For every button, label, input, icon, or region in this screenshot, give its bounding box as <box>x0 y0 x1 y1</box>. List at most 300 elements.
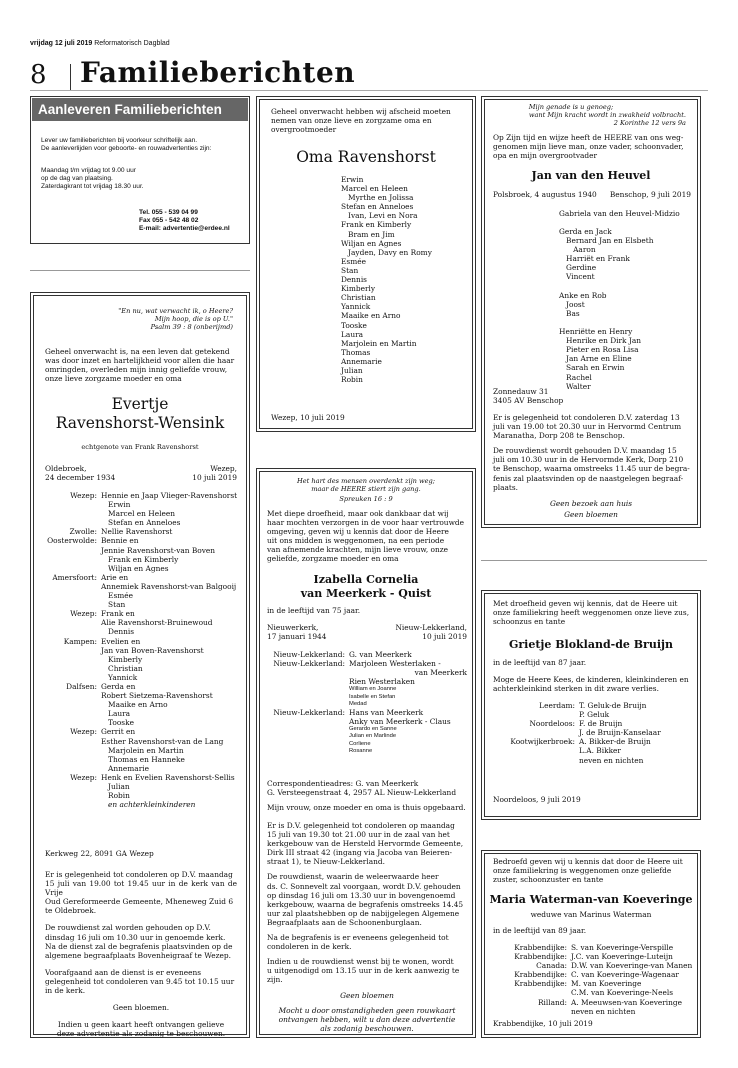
evertje-intro <box>45 347 237 383</box>
family-place: Amersfoort: <box>52 572 97 582</box>
text-line: straat 1), te Nieuw-Lekkerland. <box>267 857 385 867</box>
family-member: Esther Ravenshorst-van de Lang <box>101 736 224 746</box>
jan-address-1: Zonnedauw 31 <box>493 387 549 396</box>
family-place <box>45 646 101 655</box>
body-paragraph <box>45 1003 237 1012</box>
grandchild-name: Yannick <box>341 302 371 312</box>
delivery-line-1: Maandag t/m vrijdag tot 9.00 uur <box>41 167 136 175</box>
family-member: D.W. van Koeveringe-van Manen <box>571 961 693 971</box>
izabella-age: in de leeftijd van 75 jaar. <box>267 606 361 615</box>
jan-visit: Geen bezoek aan huis <box>549 499 632 508</box>
body-paragraph <box>45 923 237 959</box>
text-line: De rouwdienst wordt gehouden D.V. maandag 15 <box>493 446 677 456</box>
family-member: J. de Bruijn-Kanselaar <box>579 728 661 738</box>
family-place: Krabbendijke: <box>514 943 567 952</box>
maria-widow: weduwe van Marinus Waterman <box>530 910 652 919</box>
grandchild-name: Stan <box>341 265 359 275</box>
family-place <box>267 733 349 740</box>
family-member: Jennie Ravenshorst-van Boven <box>101 545 216 555</box>
grandchild-name: Ivan, Levi en Nora <box>341 211 418 221</box>
text-line: Begraafplaats aan de Schoonenburglaan. <box>267 917 422 927</box>
jan-quote-ref: 2 Korinthe 12 vers 9a <box>613 119 686 128</box>
family-member <box>559 318 699 327</box>
evertje-born-date: 24 december 1934 <box>45 473 116 483</box>
intro-line: uit ons midden is weggenomen, na een periode <box>267 536 445 546</box>
jan-born: Polsbroek, 4 augustus 1940 <box>493 190 597 199</box>
family-place: Wezep: <box>70 772 97 782</box>
jan-wife: Gabriela van den Heuvel-Midzio <box>559 209 680 218</box>
izabella-corr-2: G. Versteegenstraat 4, 2957 AL Nieuw-Lekkerland <box>267 788 457 798</box>
delivery-info-box <box>30 96 250 244</box>
izabella-born-place: Nieuwerkerk, <box>267 623 319 632</box>
family-member: C. van Koeveringe-Wagenaar <box>571 970 679 980</box>
izabella-quote-2: maar de HEERE stiert zijn gang. <box>311 485 421 494</box>
family-place <box>493 746 579 755</box>
family-row <box>45 746 245 755</box>
jan-intro <box>493 133 691 160</box>
family-row <box>45 782 245 791</box>
text-line: juli van 19.00 tot 20.30 uur in Hervormd Centrum <box>493 422 682 432</box>
notice-izabella <box>256 468 476 1038</box>
family-place: Nieuw-Lekkerland: <box>273 659 345 669</box>
text-line: kerkgebouw, waarna de begrafenis omstreeks 14.45 <box>267 899 464 909</box>
jan-died: Benschop, 9 juli 2019 <box>609 190 691 199</box>
text-line: De rouwdienst, waarin de weleerwaarde heer <box>267 872 439 882</box>
body-paragraph <box>267 821 467 866</box>
izabella-died-date: 10 juli 2019 <box>422 632 467 642</box>
family-row <box>45 718 245 727</box>
text-line: Oud Gereformeerde Gemeente, Mheneweg Zuid 6 <box>45 897 234 907</box>
family-place: Kampen: <box>63 636 97 646</box>
family-member: Bas <box>559 308 580 318</box>
grandchild-name: Maaike en Arno <box>341 311 401 321</box>
grandchild-name: Myrthe en Jolissa <box>341 193 414 203</box>
family-row <box>493 710 693 719</box>
family-place: Leerdam: <box>539 701 575 710</box>
family-place: Wezep: <box>70 609 97 619</box>
izabella-home: Mijn vrouw, onze moeder en oma is thuis opgebaard. <box>267 803 466 812</box>
family-row <box>45 755 245 764</box>
family-row <box>45 509 245 518</box>
family-member: neven en nichten <box>571 1006 636 1016</box>
izabella-family-list <box>267 650 467 755</box>
evertje-quote-1: "En nu, wat verwacht ik, o Heere? <box>118 307 233 315</box>
family-place <box>45 755 101 764</box>
family-place <box>45 709 101 718</box>
family-row <box>45 664 245 673</box>
evertje-died-place: Wezep, <box>210 464 237 473</box>
delivery-intro-2: De aanleverlijden voor geboorte- en rouwadvertenties zijn: <box>41 145 212 153</box>
family-row <box>267 659 467 668</box>
family-member: Gerdine <box>559 263 597 273</box>
family-member: Maaike en Arno <box>101 700 168 710</box>
family-member: M. van Koeveringe <box>571 979 642 989</box>
family-row <box>267 726 467 733</box>
family-member: Julian en Marlinde <box>349 733 397 740</box>
family-place <box>493 756 579 765</box>
text-line: Maranatha, Dorp 208 te Benschop. <box>493 431 625 441</box>
family-row <box>45 546 245 555</box>
maria-name: Maria Waterman-van Koeveringe <box>489 893 693 906</box>
body-paragraph <box>493 446 691 491</box>
text-line: ontvangen hebben, wilt u dan deze advertentie <box>278 1014 456 1024</box>
family-place <box>267 668 349 677</box>
text-line: Geen bloemen. <box>112 1003 170 1013</box>
text-line: te Oldebroek. <box>45 906 97 916</box>
grietje-body <box>493 675 691 693</box>
family-member: Walter <box>559 381 591 391</box>
family-row <box>493 970 698 979</box>
family-member: Pieter en Rosa Lisa <box>559 345 639 355</box>
grandchild-name: Robin <box>341 375 363 385</box>
family-place: Rilland: <box>537 997 567 1007</box>
family-row <box>493 728 693 737</box>
family-member: Dennis <box>101 627 135 637</box>
intro-line: opa en mijn overgrootvader <box>493 151 598 161</box>
intro-line: nemen van onze lieve en zorgzame oma en <box>271 116 432 126</box>
text-line: dinsdag 16 juli om 10.30 uur in genoemde kerk. <box>45 932 226 942</box>
intro-line: overgrootmoeder <box>271 125 337 135</box>
family-row <box>45 727 245 736</box>
family-member: Marjolein en Martin <box>101 745 184 755</box>
family-place: Krabbendijke: <box>514 970 567 980</box>
family-member: Julian <box>101 782 130 791</box>
grandchild-name: Esmée <box>341 256 366 266</box>
delivery-fax: Fax 055 - 542 48 02 <box>139 217 199 225</box>
family-place <box>267 677 349 686</box>
family-member: Annemarie <box>101 763 149 773</box>
family-row <box>493 988 698 997</box>
family-member: Nellie Ravenshorst <box>101 527 173 537</box>
family-row <box>493 756 693 765</box>
family-row <box>45 773 245 782</box>
delivery-intro-1: Lever uw familieberichten bij voorkeur schriftelijk aan. <box>41 137 198 144</box>
family-member: Henk en Evelien Ravenshorst-Sellis <box>101 772 235 782</box>
body-paragraph <box>45 1020 237 1038</box>
intro-line: omringden, overleden mijn innig geliefde vrouw, <box>45 365 228 375</box>
column-rule <box>30 270 250 271</box>
family-member: S. van Koeveringe-Verspille <box>571 943 674 952</box>
column-rule <box>481 560 707 561</box>
text-line: uur zal plaatshebben op de nabijgelegen Algemene <box>267 908 460 918</box>
text-line: Er is gelegenheid tot condoleren D.V. zaterdag 13 <box>493 413 680 422</box>
grandchild-name: Frank en Kimberly <box>341 220 412 230</box>
family-member: C.M. van Koeveringe-Neels <box>571 988 674 998</box>
izabella-born-date: 17 januari 1944 <box>267 632 327 642</box>
family-place: Dalfsen: <box>66 681 97 691</box>
family-member: Alie Ravenshorst-Bruinewoud <box>101 618 213 628</box>
grandchild-name: Tooske <box>341 320 367 330</box>
maria-intro <box>493 857 691 884</box>
family-place: Wezep: <box>70 491 97 500</box>
evertje-quote-ref: Psalm 39 : 8 (onberijmd) <box>150 323 233 332</box>
family-member: A. Meeuwsen-van Koeveringe <box>571 997 683 1007</box>
oma-names-list <box>341 175 471 384</box>
evertje-spouse: echtgenote van Frank Ravenshorst <box>81 443 199 451</box>
text-line: condoleren in de kerk. <box>267 942 352 952</box>
family-member: Rachel <box>559 372 592 382</box>
text-line: op dinsdag 16 juli om 13.30 uur in bovengenoemd <box>267 890 456 900</box>
family-member: van Meerkerk <box>414 668 467 678</box>
text-line: kerkgebouw van de Hersteld Hervormde Gemeente, <box>267 839 464 849</box>
family-place <box>45 673 101 682</box>
maria-footer: Krabbendijke, 10 juli 2019 <box>493 1019 593 1028</box>
body-paragraph <box>267 957 467 984</box>
family-row <box>45 582 245 591</box>
family-row <box>493 701 693 710</box>
family-place <box>45 664 101 673</box>
family-member: Rien Westerlaken <box>349 677 415 687</box>
family-row <box>45 691 245 700</box>
family-place <box>267 748 349 755</box>
grandchild-name: Marjolein en Martin <box>341 338 417 348</box>
family-member: Corliene <box>349 740 371 747</box>
family-row <box>267 701 467 708</box>
intro-line: onze lieve zorgzame moeder en oma <box>45 374 182 384</box>
grietje-name: Grietje Blokland-de Bruijn <box>508 638 674 651</box>
family-member: Stefan en Anneloes <box>101 518 181 528</box>
family-place <box>45 555 101 564</box>
body-paragraph <box>267 933 467 951</box>
intro-line: genomen mijn lieve man, onze vader, schoonvader, <box>493 142 684 152</box>
text-line: Dirk III straat 42 (ingang via Jacoba van Beieren- <box>267 848 453 858</box>
text-line: deze advertentie als zodanig te beschouwen. <box>56 1029 226 1039</box>
body-line: achterkleinkind sterken in dit zware verlies. <box>493 684 659 694</box>
family-place <box>493 728 579 737</box>
text-line: Mocht u door omstandigheden geen rouwkaart <box>278 1005 456 1015</box>
izabella-died-place: Nieuw-Lekkerland, <box>395 623 467 632</box>
family-row <box>267 748 467 755</box>
family-member: neven en nichten <box>579 755 644 765</box>
text-line: Er is gelegenheid tot condoleren op D.V. maandag <box>45 870 233 879</box>
text-line: Na de begrafenis is er eveneens gelegenheid tot <box>267 933 449 943</box>
body-paragraph <box>493 413 691 440</box>
izabella-quote-1: Het hart des mensen overdenkt zijn weg; <box>297 477 435 485</box>
family-member: F. de Bruijn <box>579 719 623 729</box>
family-place <box>45 500 101 509</box>
family-place <box>45 700 101 709</box>
grandchild-name: Julian <box>341 365 363 375</box>
text-line: 15 juli van 19.30 tot 21.00 uur in de zaal van het <box>267 830 450 840</box>
family-place <box>45 591 101 600</box>
text-line: zijn. <box>267 975 283 985</box>
family-row <box>45 800 245 809</box>
family-row <box>45 618 245 627</box>
family-member: Thomas en Hanneke <box>101 754 185 764</box>
family-place: Wezep: <box>70 727 97 737</box>
text-line: algemene begraafplaats Bovenheigraaf te Wezep. <box>45 950 231 960</box>
text-line: Na de dienst zal de begrafenis plaatsvinden op de <box>45 941 233 951</box>
family-place: Oosterwolde: <box>47 536 97 546</box>
family-row <box>493 961 698 970</box>
family-row <box>45 791 245 800</box>
family-member: Christian <box>101 663 143 673</box>
family-row <box>267 677 467 686</box>
family-row <box>45 518 245 527</box>
header-divider <box>70 64 71 90</box>
family-place <box>493 710 579 719</box>
family-member: Frank en <box>101 609 135 619</box>
body-paragraph <box>267 872 467 927</box>
delivery-email[interactable]: E-mail: advertentie@erdee.nl <box>139 225 230 233</box>
family-member: Tooske <box>101 718 134 728</box>
family-row <box>493 1007 698 1016</box>
body-line: Moge de Heere Kees, de kinderen, kleinkinderen en <box>493 675 689 684</box>
family-member: Vincent <box>559 272 595 282</box>
family-place <box>45 655 101 664</box>
izabella-body <box>267 821 467 1033</box>
delivery-tel: Tel. 055 - 539 04 99 <box>139 209 198 216</box>
grandchild-name: Jayden, Davy en Romy <box>341 247 432 257</box>
family-member: Evelien en <box>101 636 141 646</box>
text-line: gelegenheid tot condoleren van 9.45 tot 10.15 uur <box>45 976 235 986</box>
family-member: Marcel en Heleen <box>101 509 175 519</box>
intro-line: Geheel onverwacht is, na een leven dat getekend <box>45 347 230 356</box>
evertje-died-date: 10 juli 2019 <box>192 473 237 483</box>
family-member: Sarah en Erwin <box>559 363 625 373</box>
text-line: Voorafgaand aan de dienst is er eveneens <box>45 967 202 977</box>
family-member: Erwin <box>101 500 131 510</box>
family-row <box>45 737 245 746</box>
notice-oma <box>256 96 476 432</box>
oma-name: Oma Ravenshorst <box>296 148 436 166</box>
body-paragraph <box>267 1006 467 1033</box>
family-member: A. Bikker-de Bruijn <box>579 737 651 747</box>
body-paragraph <box>45 968 237 995</box>
family-place: Zwolle: <box>69 527 97 537</box>
jan-address-2: 3405 AV Benschop <box>493 396 564 406</box>
text-line: u uitgenodigd om 13.15 uur in de kerk aanwezig te <box>267 966 460 976</box>
family-member: L.A. Bikker <box>579 746 621 756</box>
family-row <box>45 609 245 618</box>
family-member: Hennie en Jaap Vlieger-Ravenshorst <box>101 491 238 500</box>
grandchild-name: Wiljan en Agnes <box>341 238 402 248</box>
grandchild-name: Christian <box>341 293 376 303</box>
family-place: Krabbendijke: <box>514 979 567 989</box>
family-row <box>45 682 245 691</box>
family-place <box>267 717 349 726</box>
family-member: Henrike en Dirk Jan <box>559 336 641 346</box>
izabella-quote-ref: Spreuken 16 : 9 <box>339 495 393 504</box>
family-place <box>45 627 101 636</box>
family-member: Marjoleen Westerlaken - <box>349 659 441 669</box>
family-place <box>45 746 101 755</box>
family-member: Kimberly <box>101 654 143 664</box>
family-row <box>45 500 245 509</box>
intro-line: was door inzet en hartelijkheid voor allen die haar <box>45 356 235 366</box>
grandchild-name: Thomas <box>341 347 371 357</box>
family-row <box>45 564 245 573</box>
family-row <box>267 717 467 726</box>
family-member: Frank en Kimberly <box>101 554 179 564</box>
family-member: Harriët en Frank <box>559 254 630 264</box>
family-member: Gerda en Jack <box>559 227 612 236</box>
family-place: Nieuw-Lekkerland: <box>273 650 345 659</box>
family-member: Henriëtte en Henry <box>559 327 633 337</box>
family-row <box>45 536 245 545</box>
notice-maria <box>481 850 701 1038</box>
family-place: Canada: <box>536 961 567 971</box>
family-place <box>267 726 349 733</box>
grandchild-name: Bram en Jim <box>341 229 395 239</box>
intro-line: van afnemende krachten, mijn lieve vrouw, onze <box>267 545 448 555</box>
family-row <box>493 746 693 755</box>
family-place: Noordeloos: <box>529 719 575 729</box>
intro-line: Met droefheid geven wij kennis, dat de Heere uit <box>493 599 678 608</box>
grietje-age: in de leeftijd van 87 jaar. <box>493 658 587 667</box>
family-row <box>267 668 467 677</box>
family-member: Wiljan en Agnes <box>101 563 169 573</box>
header-rule <box>30 90 708 91</box>
family-row <box>45 591 245 600</box>
family-member: G. van Meerkerk <box>349 650 412 659</box>
grietje-intro <box>493 599 691 626</box>
family-member: Rosanne <box>349 747 373 754</box>
grietje-family-list <box>493 701 693 765</box>
text-line: als zodanig beschouwen. <box>320 1023 414 1033</box>
family-place <box>45 582 101 591</box>
text-line: juli om 10.30 uur in de Hervormde Kerk, Dorp 210 <box>493 455 684 465</box>
family-row <box>493 719 693 728</box>
grandchild-name: Dennis <box>341 275 367 285</box>
family-place <box>45 718 101 727</box>
family-row <box>267 733 467 740</box>
intro-line: schoonzus en tante <box>493 617 566 627</box>
family-place <box>267 686 349 693</box>
grandchild-name: Kimberly <box>341 284 376 294</box>
jan-quote-2: want Mijn kracht wordt in zwakheid volbracht. <box>528 111 686 120</box>
page-dateline <box>30 40 170 47</box>
text-line: Er is D.V. gelegenheid tot condoleren op maandag <box>267 821 455 830</box>
family-member: Esmée <box>101 591 133 601</box>
intro-line: Met diepe droefheid, maar ook dankbaar dat wij <box>267 509 449 518</box>
family-member: T. Geluk-de Bruijn <box>579 701 647 710</box>
text-line: De rouwdienst zal worden gehouden op D.V. <box>45 923 211 933</box>
family-row <box>45 600 245 609</box>
issue-date: vrijdag 12 juli 2019 <box>30 40 93 47</box>
text-line: te Benschop, waarna omstreeks 11.45 uur de begra- <box>493 464 690 474</box>
family-place <box>493 988 571 997</box>
family-place <box>267 694 349 701</box>
family-place <box>45 782 101 791</box>
family-member: J.C. van Koeveringe-Luteijn <box>571 952 673 962</box>
evertje-address: Kerkweg 22, 8091 GA Wezep <box>45 849 154 858</box>
intro-line: omgeving, geven wij u kennis dat door de Heere <box>267 527 449 537</box>
izabella-intro <box>267 509 467 564</box>
intro-line: Op Zijn tijd en wijze heeft de HEERE van ons weg- <box>493 133 684 142</box>
family-member: Gerardo en Sanne <box>349 726 397 733</box>
family-row <box>45 673 245 682</box>
family-member: Stan <box>101 600 126 610</box>
oma-footer: Wezep, 10 juli 2019 <box>271 413 345 422</box>
family-place <box>45 564 101 573</box>
body-paragraph <box>267 991 467 1000</box>
family-row <box>493 737 693 746</box>
family-place <box>45 518 101 527</box>
grietje-footer: Noordeloos, 9 juli 2019 <box>493 795 581 804</box>
family-member: Robin <box>101 791 130 801</box>
intro-line: geliefde, zorgzame moeder en oma <box>267 554 399 564</box>
family-row <box>267 741 467 748</box>
family-row <box>45 655 245 664</box>
family-member: Medad <box>349 700 367 707</box>
family-place: Kootwijkerbroek: <box>510 737 575 747</box>
family-place <box>45 691 101 700</box>
family-member: Robert Sietzema-Ravenshorst <box>101 691 213 701</box>
family-row <box>267 694 467 701</box>
family-place: Krabbendijke: <box>514 952 567 962</box>
grandchild-name: Laura <box>341 329 364 339</box>
